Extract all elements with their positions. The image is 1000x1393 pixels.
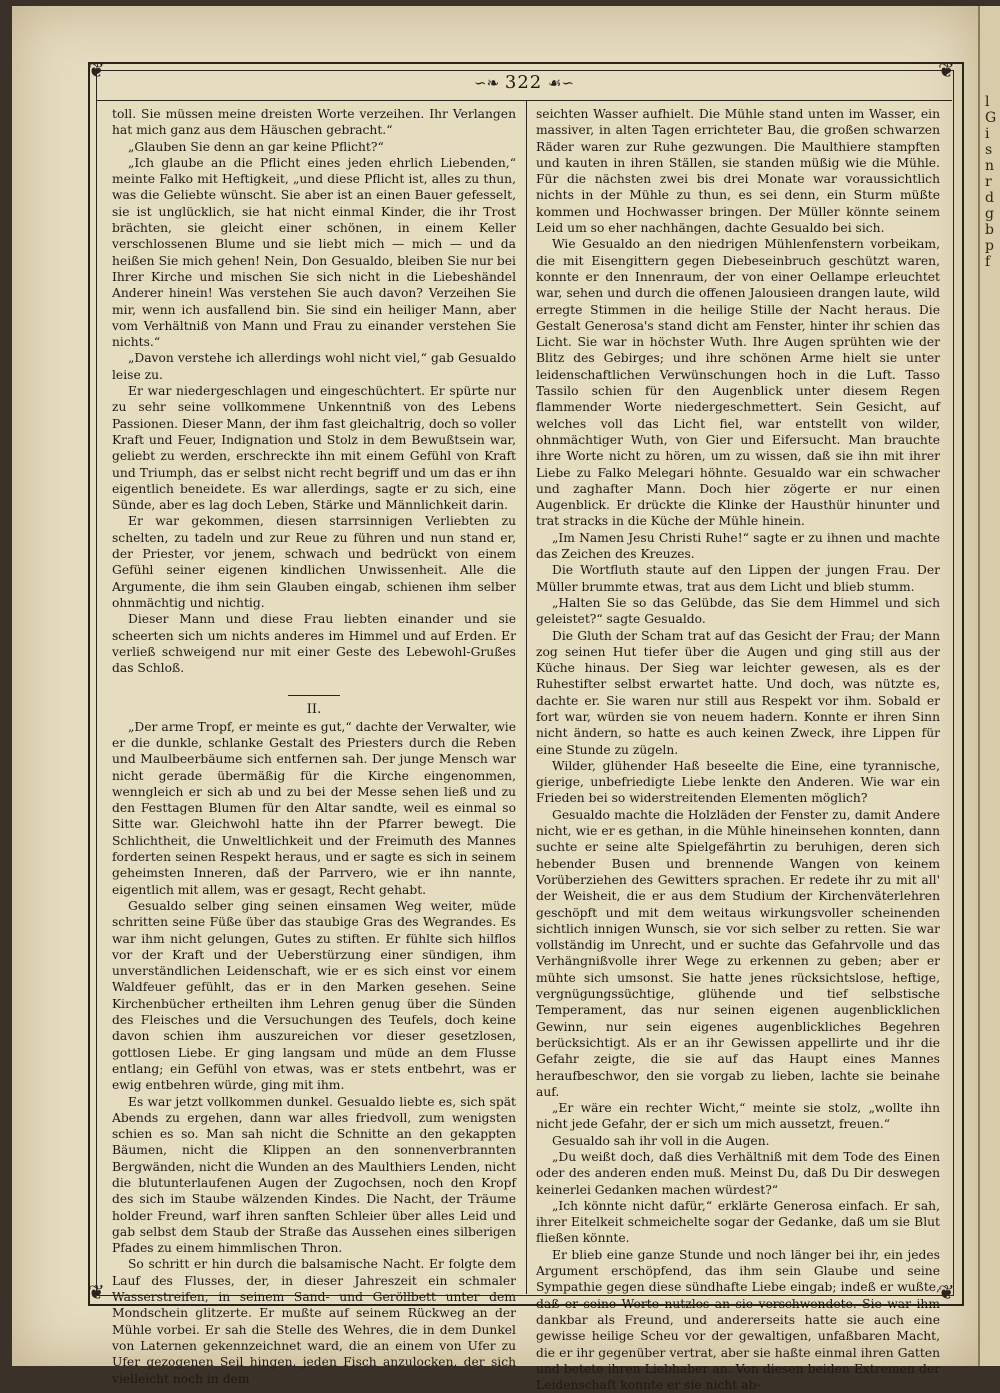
paragraph: So schritt er hin durch die balsamische Nacht. Er folgte dem Lauf des Flusses, der, in dieser Jahreszeit ein schmaler Wasserstreifen, in seinem Sand- und Geröllbett unter dem Mondschein glitzerte. Er mußte auf seinem Rückweg an der Mühle vorbei. Er sah die Stelle des Wehres, die in dem Dunkel von Laternen gekennzeichnet ward, die an einem von Ufer zu Ufer gezogenen Seil hingen, jeden Fisch anzulocken, der sich vielleicht noch in dem (112, 1257, 516, 1386)
header-flourish-left: ∽❧ (474, 74, 500, 92)
paragraph: „Ich könnte nicht dafür,“ erklärte Generosa einfach. Er sah, ihrer Eitelkeit schmeichelte sogar der Gedanke, daß um sie Blut fließen könnte. (536, 1198, 940, 1246)
paragraph: Er war niedergeschlagen und eingeschüchtert. Er spürte nur zu sehr seine vollkommene Unkenntniß von des Lebens Passionen. Dieser Mann, der ihm fast gleichaltrig, doch so voller Kraft und Feuer, Indignation und Stolz in dem Bewußtsein war, geliebt zu werden, erschreckte ihn mit einem Gefühl von Kraft und Triumph, das er selbst nicht recht begriff und um das er ihn eigentlich beneidete. Es war allerdings, sagte er zu sich, eine Sünde, aber es lag doch Leben, Stärke und Männlichkeit darin. (112, 384, 516, 513)
adjacent-page-letter: p (985, 238, 994, 254)
paragraph: Gesualdo sah ihr voll in die Augen. (552, 1133, 770, 1148)
adjacent-page-letter: g (985, 206, 994, 222)
column-separator (526, 101, 527, 1294)
paragraph: toll. Sie müssen meine dreisten Worte verzeihen. Ihr Verlangen hat mich ganz aus dem Häuschen gebracht.“ (112, 107, 516, 138)
paragraph: Die Wortfluth staute auf den Lippen der jungen Frau. Der Müller brummte etwas, trat aus dem Licht und blieb stumm. (536, 563, 940, 594)
paragraph: Wilder, glühender Haß beseelte die Eine, eine tyrannische, gierige, unbefriedigte Liebe lenkte den Anderen. Wie war ein Frieden bei so widerstreitenden Elementen möglich? (536, 758, 940, 806)
paragraph: „Der arme Tropf, er meinte es gut,“ dachte der Verwalter, wie er die dunkle, schlanke Gestalt des Priesters durch die Reben und Maulbeerbäume sich entfernen sah. Der junge Mensch war nicht gerade übermäßig für die Kirche eingenommen, wenngleich er sich ab und zu bei der Messe sehen ließ und zu den Festtagen Blumen für den Altar sandte, weil es einmal so Sitte war. Gleichwohl hatte ihn der Pfarrer bewegt. Die Schlichtheit, die Unweltlichkeit und der Freimuth des Mannes forderten seinen Respekt heraus, und er sagte es sich in seinem geheimsten Inneren, daß der Parrvero, wie er ihn nannte, eigentlich mit allem, was er gesagt, Recht gehabt. (112, 719, 516, 897)
adjacent-page-letter: s (985, 142, 993, 158)
corner-ornament-bottom-left: ❦ (88, 1280, 105, 1304)
paragraph: Gesualdo machte die Holzläden der Fenster zu, damit Andere nicht, wie er es gethan, in die Mühle hineinsehen konnten, dann suchte er seine alte Spielgefährtin zu beruhigen, deren sich hebender Busen und brennende Wangen von keinem Vorüberziehen des Gewitters sprachen. Er redete ihr zu mit all' der Weisheit, die er aus dem Studium der Kirchenväterlehren geschöpft und mit dem weitaus wirkungsvoller scheinenden sichtlich innigen Wunsch, sie vor sich selber zu retten. Sie war vollständig im Unrecht, und er suchte das Gefahrvolle und das Verhängnißvolle ihrer Wege zu erkennen zu geben; aber er mühte sich umsonst. Sie hatte jenes rücksichtslose, heftige, vergnügungssüchtige, glühende und tief selbstische Temperament, das nur seinen eigenen augenblicklichen Gewinn, nur sein eigenes augenblickliches Begehren berücksichtigt. Als er an ihr Gewissen appellirte und ihr die Gefahr zeigte, die sie auf das Haupt eines Mannes heraufbeschwor, den sie vorgab zu lieben, lachte sie beinahe auf. (536, 807, 940, 1099)
section-divider (288, 695, 340, 696)
adjacent-page-letter: d (985, 190, 994, 206)
adjacent-page-letter: r (985, 174, 992, 190)
page-number: 322 (504, 72, 543, 93)
section-number: II. (306, 702, 322, 718)
paragraph: „Ich glaube an die Pflicht eines jeden ehrlich Liebenden,“ meinte Falko mit Heftigkeit, „und diese Pflicht ist, alles zu thun, was die Geliebte wünscht. Sie aber ist an einen Bauer gefesselt, sie ist unglücklich, sie hat nicht einmal Kinder, die ihr Trost brächten, sie gleicht einer schönen, in einem Keller verschlossenen Blume und sie liebt mich — mich — und da heißen Sie mich gehen! Nein, Don Gesualdo, bleiben Sie nur bei Ihrer Kirche und mischen Sie sich nicht in die Liebeshändel Anderer hinein! Was verstehen Sie auch davon? Verzeihen Sie mir, wenn ich ausfallend bin. Sie sind ein heiliger Mann, aber vom Verhältniß von Mann und Frau zu einander verstehen Sie nichts.“ (112, 155, 516, 350)
left-column-text-part-1 (112, 106, 516, 676)
adjacent-page-edge (978, 6, 1000, 1366)
right-column (536, 106, 940, 1393)
paragraph: „Er wäre ein rechter Wicht,“ meinte sie stolz, „wollte ihn nicht jede Gefahr, der er sich um mich aussetzt, freuen.“ (536, 1101, 940, 1132)
paragraph: Es war jetzt vollkommen dunkel. Gesualdo liebte es, sich spät Abends zu ergehen, dann war alles friedvoll, zum wenigsten schien es so. Man sah nicht die Schnitte an den gekappten Bäumen, nicht die Klippen an den sonnenverbrannten Bergwänden, nicht die Wunden an des Maulthiers Lenden, nicht die blutunterlaufenen Augen der Zugochsen, noch den Kropf des sich im Staube wälzenden Kindes. Die Nacht, der Träume holder Freund, warf ihren sanften Schleier über alles Leid und gab selbst dem Staub der Straße das Aussehen eines silberigen Pfades zu einem himmlischen Thron. (112, 1094, 516, 1256)
paragraph: Er war gekommen, diesen starrsinnigen Verliebten zu schelten, zu tadeln und zur Reue zu führen und nun stand er, der Priester, vor jenem, schwach und bedrückt von einem Gefühl seiner eigenen kindlichen Unwissenheit. Alle die Argumente, die ihm sein Glauben eingab, schienen ihm selber ohnmächtig und nichtig. (112, 514, 516, 610)
header-rule (96, 100, 952, 101)
paragraph: „Halten Sie so das Gelübde, das Sie dem Himmel und sich geleistet?“ sagte Gesualdo. (536, 595, 940, 627)
left-column-text-part-2 (112, 719, 516, 1387)
paragraph: „Im Namen Jesu Christi Ruhe!“ sagte er zu ihnen und machte das Zeichen des Kreuzes. (536, 530, 940, 562)
right-column-text (536, 106, 940, 1393)
left-column (112, 106, 516, 1387)
adjacent-page-letter: n (985, 158, 995, 174)
adjacent-page-letter: i (985, 126, 990, 142)
corner-ornament-top-right: ❦ (938, 58, 955, 82)
paragraph: „Glauben Sie denn an gar keine Pflicht?“ (128, 139, 384, 154)
paragraph: Wie Gesualdo an den niedrigen Mühlenfenstern vorbeikam, die mit Eisengittern gegen Diebeseinbruch geschützt waren, konnte er den Innenraum, der von einer Oellampe erleuchtet war, sehen und durch die offenen Jalousieen drangen laute, wild erregte Stimmen in die heilige Stille der Nacht heraus. Die Gestalt Generosa's stand dicht am Fenster, hinter ihr schien das Licht. Sie war in höchster Wuth. Ihre Augen sprühten wie der Blitz des Gebirges; und ihre schönen Arme hielt sie unter leidenschaftlichen Verwünschungen hoch in die Luft. Tasso Tassilo schien für den Augenblick unter diesem Regen flammender Worte niedergeschmettert. Sein Gesicht, auf welches voll das Licht fiel, war entstellt von wilder, ohnmächtiger Wuth, von Gier und Eifersucht. Man brauchte ihre Worte nicht zu hören, um zu wissen, daß sie ihn mit ihrer Liebe zu Falko Melegari höhnte. Gesualdo war ein schwacher und zaghafter Mann. Doch hier zögerte er nur einen Augenblick. Er drückte die Klinke der Hausthür hinunter und trat stracks in die Küche der Mühle hinein. (536, 237, 940, 529)
adjacent-page-letter: l (985, 94, 990, 110)
paragraph: Die Gluth der Scham trat auf das Gesicht der Frau; der Mann zog seinen Hut tiefer über die Augen und ging still aus der Küche hinaus. Der Sieg war leichter gewesen, als es der Ruhestifter selbst erwartet hatte. Und doch, was nützte es, dachte er. Sie waren nur still aus Respekt vor ihm. Sobald er fort war, würden sie von neuem hadern. Konnte er ihren Sinn nicht ändern, so hatte es auch keinen Zweck, ihre Lippen für eine Stunde zu zügeln. (536, 628, 940, 757)
adjacent-page-letter: G (985, 110, 997, 126)
corner-ornament-top-left: ❦ (88, 58, 105, 82)
adjacent-page-letter: b (985, 222, 994, 238)
paragraph: Er blieb eine ganze Stunde und noch länger bei ihr, ein jedes Argument erschöpfend, das ihm sein Glaube und seine Sympathie gegen diese sündhafte Liebe eingab; indeß er wußte, daß er seine Worte nutzlos an sie verschwendete. Sie war ihm dankbar als Freund, und andererseits hatte sie auch eine gewisse heilige Scheu vor der gewaltigen, unfaßbaren Macht, die er ihr gegenüber vertrat, aber sie haßte einmal ihren Gatten und betete ihren Liebhaber an. Von diesen beiden Extremen der Leidenschaft konnte er sie nicht ab- (536, 1247, 940, 1393)
paragraph: Gesualdo selber ging seinen einsamen Weg weiter, müde schritten seine Füße über das staubige Gras des Wegrandes. Es war ihm nicht gelungen, Gutes zu stiften. Er fühlte sich hilflos vor der Kraft und der Ueberstürzung einer sündigen, ihm unverständlichen Leidenschaft, wie er es sich einst vor einem Waldfeuer gefühlt, das er in den Marken gesehen. Seine Kirchenbücher ertheilten ihm Lehren genug über die Sünden des Fleisches und die Versuchungen des Teufels, doch keine davon schien ihm auszureichen vor dieser gesetzlosen, gottlosen Liebe. Er ging langsam und müde an dem Flusse entlang; ein Gefühl von etwas, was er stets entbehrt, was er ewig entbehren würde, ging mit ihm. (112, 898, 516, 1093)
paragraph: „Du weißt doch, daß dies Verhältniß mit dem Tode des Einen oder des anderen enden muß. Meinst Du, daß Du Dir deswegen keinerlei Gedanken machen würdest?“ (536, 1150, 940, 1197)
paragraph: Dieser Mann und diese Frau liebten einander und sie scheerten sich um nichts anderes im Himmel und auf Erden. Er verließ schweigend nur mit einer Geste des Lebewohl-Grußes das Schloß. (112, 612, 516, 676)
header-flourish-right: ☙∽ (547, 74, 574, 92)
corner-ornament-bottom-right: ❦ (938, 1280, 955, 1304)
adjacent-page-letter: f (985, 254, 991, 270)
page-header (96, 72, 952, 100)
paragraph: seichten Wasser aufhielt. Die Mühle stand unten im Wasser, ein massiver, in alten Tagen errichteter Bau, die großen schwarzen Räder waren zur Ruhe gezwungen. Die Maulthiere stampften und kauten in ihren Ställen, sie standen müßig wie die Mühle. Für die nächsten zwei bis drei Monate war voraussichtlich nichts in der Mühle zu thun, es sei denn, ein Sturm müßte kommen und Hochwasser bringen. Der Müller könnte seinem Leid um so eher nachhängen, dachte Gesualdo bei sich. (536, 107, 940, 236)
paragraph: „Davon verstehe ich allerdings wohl nicht viel,“ gab Gesualdo leise zu. (112, 351, 516, 382)
